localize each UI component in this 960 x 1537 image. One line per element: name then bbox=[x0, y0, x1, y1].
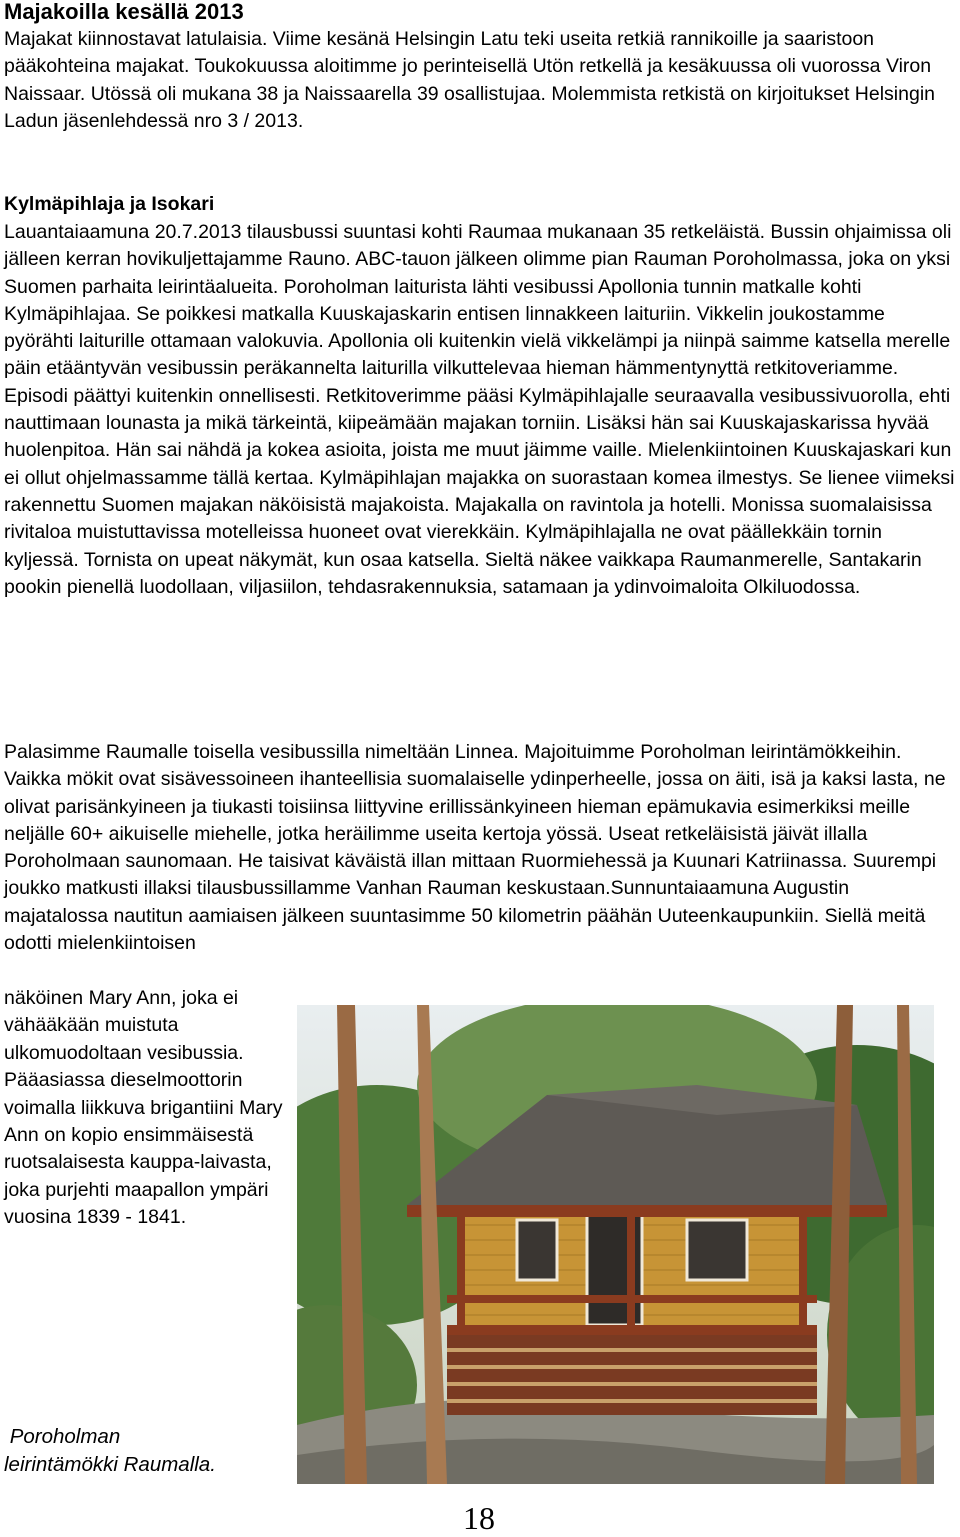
page-number: 18 bbox=[463, 1500, 495, 1536]
photo-caption bbox=[4, 1423, 216, 1479]
photo-caption-line1: Poroholman bbox=[4, 1425, 121, 1448]
photo-caption-line2: leirintämökki Raumalla. bbox=[4, 1453, 216, 1476]
mary-ann-paragraph: näköinen Mary Ann, joka ei vähääkään muistuta ulkomuodoltaan vesibussia. Pääasiassa dieselmoottorin voimalla liikkuva brigantiini Mary Ann on kopio ensimmäisestä ruotsalaisesta kauppa-laivasta, joka purjehti maapallon ympäri vuosina 1839 - 1841. bbox=[4, 987, 283, 1229]
intro-paragraph: Majakat kiinnostavat latulaisia. Viime kesänä Helsingin Latu teki useita retkiä rannikoille ja saaristoon pääkohteina majakat. Toukokuussa aloitimme jo perinteisellä Utön retkellä ja kesäkuussa oli vuorossa Viron Naissaar. Utössä oli mukana 38 ja Naissaarella 39 osallistujaa. Molemmista retkistä on kirjoitukset Helsingin Ladun jäsenlehdessä nro 3 / 2013. bbox=[4, 28, 935, 132]
article-title: Majakoilla kesällä 2013 bbox=[4, 0, 244, 24]
cabin-photo bbox=[297, 1005, 934, 1484]
return-paragraph: Palasimme Raumalle toisella vesibussilla nimeltään Linnea. Majoituimme Poroholman leirintämökkeihin. Vaikka mökit ovat sisävessoineen ihanteellisia suomalaiselle ydinperheelle, jossa on äiti, isä ja kaksi lasta, ne olivat parisänkyineen ja tiukasti toisiinsa liittyvine erillissänkyineen hieman epämukavia esimerkiksi meille neljälle 60+ aikuiselle miehelle, jotka heräilimme useita kertoja yössä. Useat retkeläisistä jäivät illalla Poroholmaan saunomaan. He taisivat käväistä illan mittaan Ruormiehessä ja Kuunari Katriinassa. Suurempi joukko matkusti illaksi tilausbussillamme Vanhan Rauman keskustaan.Sunnuntaiaamuna Augustin majatalossa nautitun aamiaisen jälkeen suuntasimme 50 kilometrin päähän Uuteenkaupunkiin. Siellä meitä odotti mielenkiintoisen bbox=[4, 741, 946, 955]
trip-paragraph: Lauantaiaamuna 20.7.2013 tilausbussi suuntasi kohti Raumaa mukanaan 35 retkeläistä. Bussin ohjaimissa oli jälleen kerran hovikuljettajamme Rauno. ABC-tauon jälkeen olimme pian Rauman Poroholmassa, joka on yksi Suomen parhaita leirintäalueita. Poroholman laiturista lähti vesibussi Apollonia tunnin matkalle kohti Kylmäpihlajaa. Se poikkesi matkalla Kuuskajaskarin entisen linnakkeen laituriin. Vikkelin joukostamme pyörähti laiturille ottamaan valokuvia. Apollonia oli kuitenkin vielä vikkelämpi ja niinpä saimme katsella merelle päin etääntyvän vesibussin peräkannelta laiturilla vilkuttelevaa hieman hämmentynyttä retkitoveriamme. Episodi päättyi kuitenkin onnellisesti. Retkitoverimme pääsi Kylmäpihlajalle seuraavalla vesibussivuorolla, ehti nauttimaan lounasta ja mikä tärkeintä, kiipeämään majakan torniin. Lisäksi hän sai Kuuskajaskarissa hyvää huolenpitoa. Hän sai nähdä ja kokea asioita, joista me muut jäimme vaille. Mielenkiintoinen Kuuskajaskari kun ei ollut ohjelmassamme tällä kertaa. Kylmäpihlajan majakka on suorastaan komea ilmestys. Se lienee viimeksi rakennettu Suomen majakan näköisistä majakoista. Majakalla on ravintola ja hotelli. Monissa suomalaisissa rivitaloa muistuttavissa motelleissa huoneet ovat vierekkäin. Kylmäpihlajalla ne ovat päällekkäin tornin kyljessä. Tornista on upeat näkymät, kun osaa katsella. Sieltä näkee vaikkapa Raumanmerelle, Santakarin pookin pienellä luodollaan, viljasiilon, tehdasrakennuksia, satamaan ja ydinvoimaloita Olkiluodossa. bbox=[4, 221, 955, 598]
section-heading: Kylmäpihlaja ja Isokari bbox=[4, 193, 215, 215]
